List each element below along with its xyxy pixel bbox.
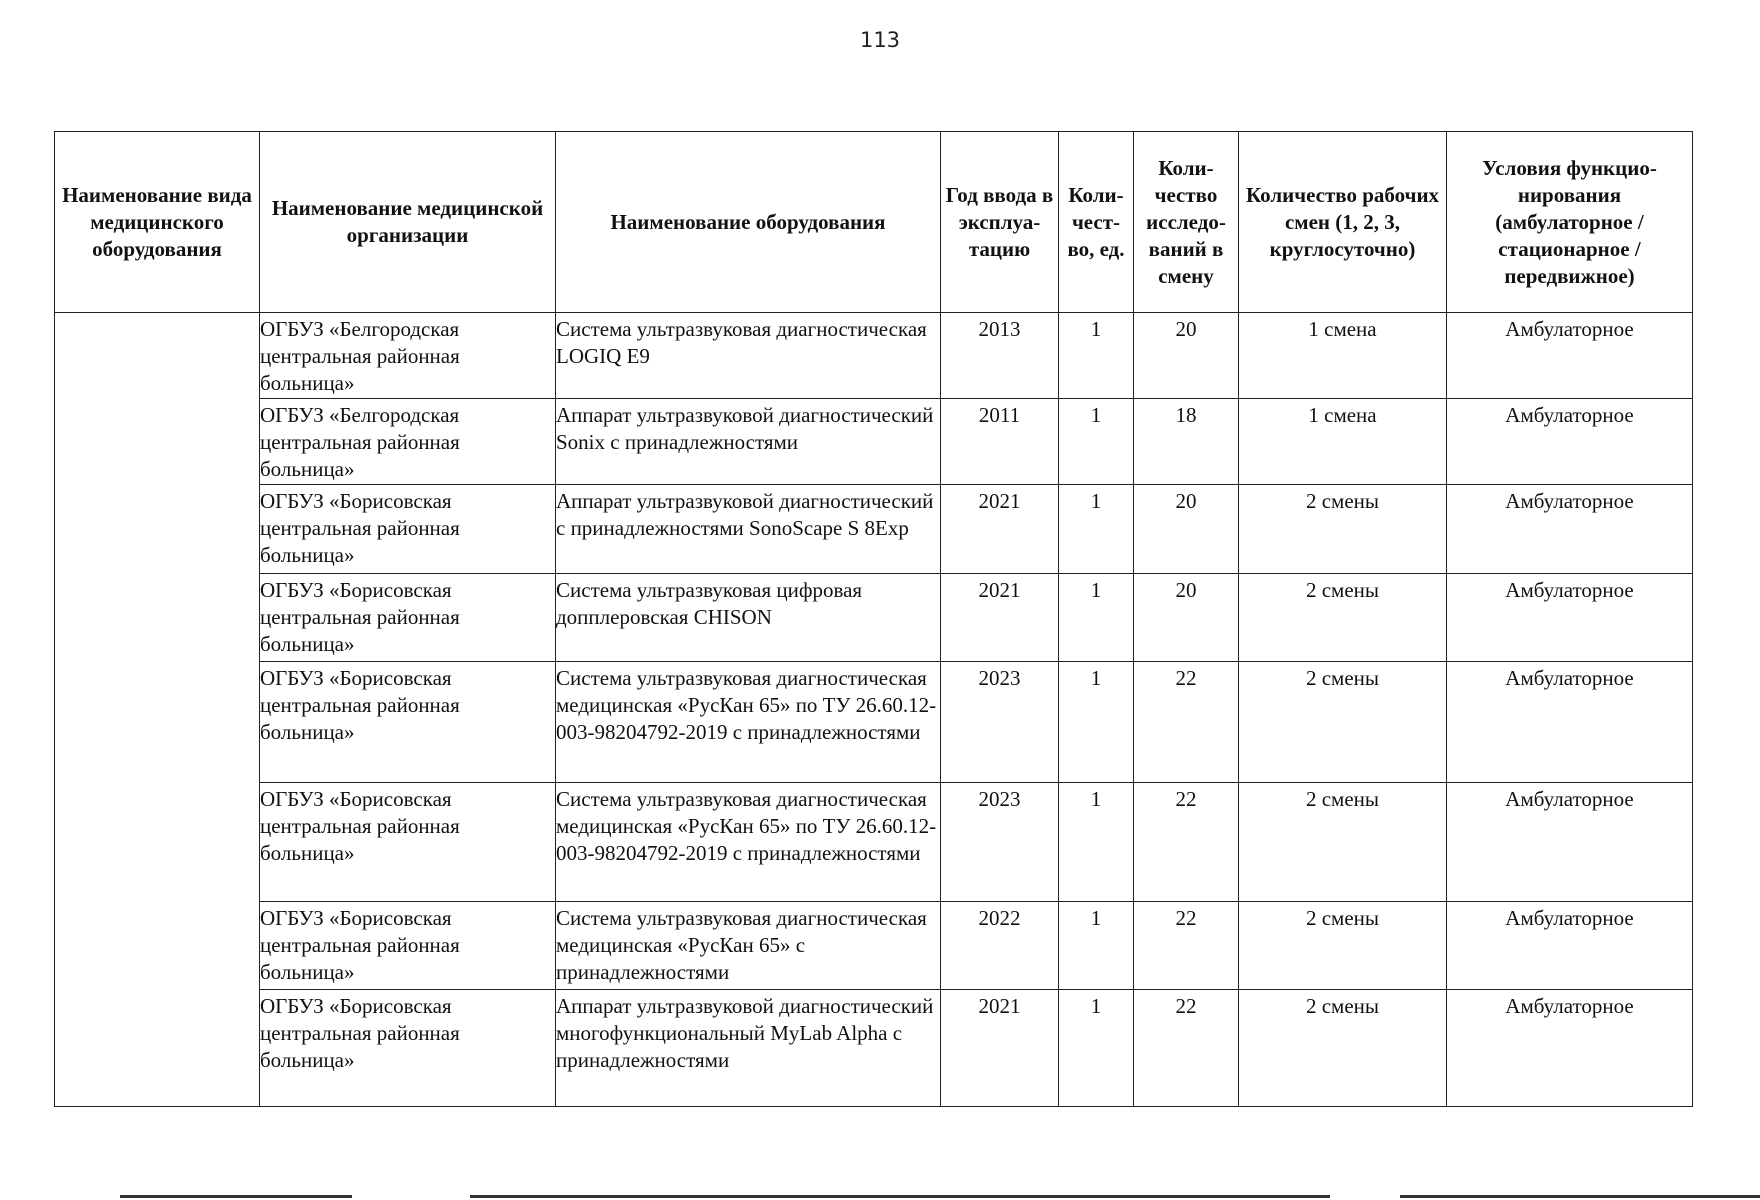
conditions-cell: Амбулаторное <box>1447 902 1693 990</box>
organization-cell: ОГБУЗ «Белгородская центральная районная больница» <box>260 399 556 485</box>
organization-cell: ОГБУЗ «Борисовская центральная районная больница» <box>260 662 556 783</box>
organization-cell: ОГБУЗ «Борисовская центральная районная больница» <box>260 485 556 574</box>
quantity-cell: 1 <box>1059 485 1134 574</box>
studies-cell: 22 <box>1134 902 1239 990</box>
footer-rule-center <box>470 1195 1330 1198</box>
organization-cell: ОГБУЗ «Борисовская центральная районная больница» <box>260 574 556 662</box>
conditions-cell: Амбулаторное <box>1447 485 1693 574</box>
quantity-cell: 1 <box>1059 399 1134 485</box>
year-cell: 2013 <box>941 313 1059 399</box>
shifts-cell: 1 смена <box>1239 313 1447 399</box>
equipment-cell: Система ультразвуковая диагностическая медицинская «РусКан 65» с принадлежностями <box>556 902 941 990</box>
year-cell: 2023 <box>941 662 1059 783</box>
table-row <box>55 902 1693 990</box>
header-equipment-type: Наименование вида медицинского оборудования <box>55 132 260 313</box>
equipment-cell: Система ультразвуковая цифровая допплеровская CHISON <box>556 574 941 662</box>
header-equipment-name: Наименование оборудования <box>556 132 941 313</box>
conditions-cell: Амбулаторное <box>1447 662 1693 783</box>
organization-cell: ОГБУЗ «Белгородская центральная районная больница» <box>260 313 556 399</box>
organization-cell: ОГБУЗ «Борисовская центральная районная больница» <box>260 902 556 990</box>
quantity-cell: 1 <box>1059 574 1134 662</box>
year-cell: 2023 <box>941 783 1059 902</box>
table-row <box>55 574 1693 662</box>
table-row <box>55 313 1693 399</box>
table-row <box>55 485 1693 574</box>
year-cell: 2011 <box>941 399 1059 485</box>
year-cell: 2021 <box>941 574 1059 662</box>
header-conditions: Условия функцио-нирования (амбулаторное / стационарное / передвижное) <box>1447 132 1693 313</box>
quantity-cell: 1 <box>1059 902 1134 990</box>
equipment-cell: Система ультразвуковая диагностическая LOGIQ E9 <box>556 313 941 399</box>
table-row <box>55 783 1693 902</box>
organization-cell: ОГБУЗ «Борисовская центральная районная больница» <box>260 783 556 902</box>
shifts-cell: 2 смены <box>1239 485 1447 574</box>
header-quantity: Коли-чест-во, ед. <box>1059 132 1134 313</box>
studies-cell: 20 <box>1134 485 1239 574</box>
equipment-cell: Аппарат ультразвуковой диагностический Sonix с принадлежностями <box>556 399 941 485</box>
shifts-cell: 2 смены <box>1239 783 1447 902</box>
studies-cell: 18 <box>1134 399 1239 485</box>
table-row <box>55 662 1693 783</box>
page-number: 113 <box>859 28 901 52</box>
footer-rule-left <box>120 1195 352 1198</box>
studies-cell: 22 <box>1134 990 1239 1107</box>
shifts-cell: 2 смены <box>1239 574 1447 662</box>
studies-cell: 22 <box>1134 783 1239 902</box>
studies-cell: 20 <box>1134 313 1239 399</box>
studies-cell: 20 <box>1134 574 1239 662</box>
conditions-cell: Амбулаторное <box>1447 574 1693 662</box>
equipment-type-cell <box>55 313 260 1107</box>
equipment-cell: Аппарат ультразвуковой диагностический с принадлежностями SonoScape S 8Exp <box>556 485 941 574</box>
quantity-cell: 1 <box>1059 990 1134 1107</box>
conditions-cell: Амбулаторное <box>1447 313 1693 399</box>
equipment-cell: Система ультразвуковая диагностическая медицинская «РусКан 65» по ТУ 26.60.12-003-98204792-2019 с принадлежностями <box>556 783 941 902</box>
quantity-cell: 1 <box>1059 783 1134 902</box>
quantity-cell: 1 <box>1059 313 1134 399</box>
table-row <box>55 990 1693 1107</box>
header-organization: Наименование медицинской организации <box>260 132 556 313</box>
year-cell: 2021 <box>941 485 1059 574</box>
shifts-cell: 2 смены <box>1239 902 1447 990</box>
equipment-cell: Система ультразвуковая диагностическая медицинская «РусКан 65» по ТУ 26.60.12-003-98204792-2019 с принадлежностями <box>556 662 941 783</box>
table-header-row <box>55 132 1693 313</box>
equipment-table <box>54 131 1693 1107</box>
equipment-cell: Аппарат ультразвуковой диагностический многофункциональный MyLab Alpha с принадлежностями <box>556 990 941 1107</box>
conditions-cell: Амбулаторное <box>1447 990 1693 1107</box>
conditions-cell: Амбулаторное <box>1447 399 1693 485</box>
organization-cell: ОГБУЗ «Борисовская центральная районная больница» <box>260 990 556 1107</box>
year-cell: 2021 <box>941 990 1059 1107</box>
header-year: Год ввода в эксплуа-тацию <box>941 132 1059 313</box>
shifts-cell: 2 смены <box>1239 990 1447 1107</box>
footer-rule-right <box>1400 1195 1760 1198</box>
conditions-cell: Амбулаторное <box>1447 783 1693 902</box>
shifts-cell: 1 смена <box>1239 399 1447 485</box>
studies-cell: 22 <box>1134 662 1239 783</box>
header-studies: Коли-чество исследо-ваний в смену <box>1134 132 1239 313</box>
table-row <box>55 399 1693 485</box>
quantity-cell: 1 <box>1059 662 1134 783</box>
year-cell: 2022 <box>941 902 1059 990</box>
shifts-cell: 2 смены <box>1239 662 1447 783</box>
header-shifts: Количество рабочих смен (1, 2, 3, круглосуточно) <box>1239 132 1447 313</box>
